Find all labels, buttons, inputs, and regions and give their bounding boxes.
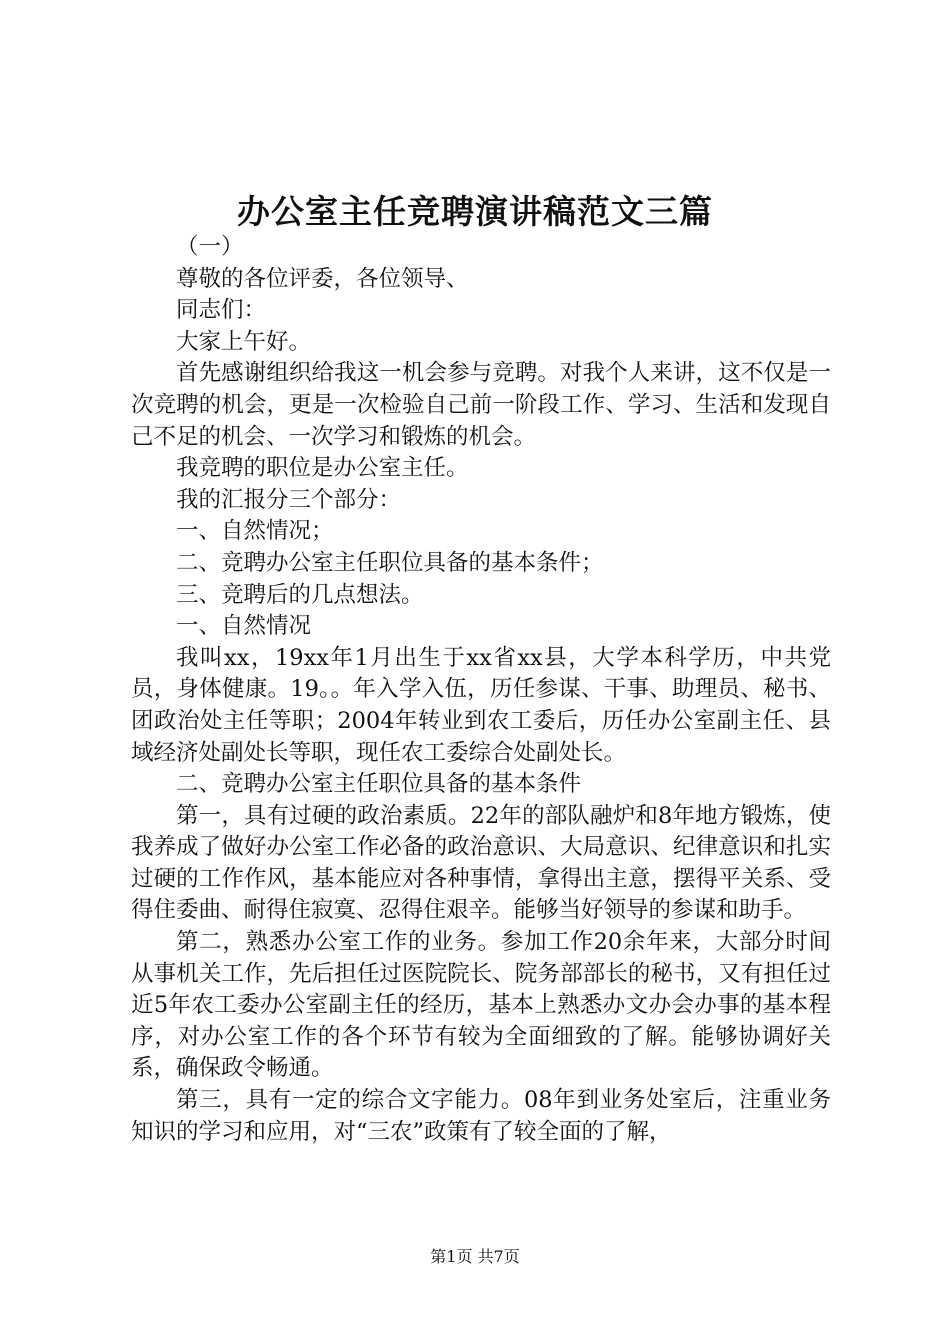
paragraph: 首先感谢组织给我这一机会参与竞聘。对我个人来讲，这不仅是一次竞聘的机会，更是一次检验自己前一阶段工作、学习、生活和发现自己不足的机会、一次学习和锻炼的机会。: [131, 360, 831, 450]
paragraph: 我竞聘的职位是办公室主任。: [176, 455, 469, 482]
paragraph: 第一，具有过硬的政治素质。22年的部队融炉和8年地方锻炼，使我养成了做好办公室工作必备的政治意识、大局意识、纪律意识和扎实过硬的工作作风，基本能应对各种事情，拿得出主意，摆得平关系、受得住委曲、耐得住寂寞、忍得住艰辛。能够当好领导的参谋和助手。: [131, 802, 831, 924]
paragraph: 大家上午好。: [176, 328, 312, 355]
page-number-footer: 第1页 共7页: [430, 1247, 520, 1266]
paragraph: 三、竞聘后的几点想法。: [176, 581, 424, 608]
document-body: [131, 232, 831, 1148]
paragraph: 二、竞聘办公室主任职位具备的基本条件: [176, 771, 582, 798]
paragraph: （一）: [176, 234, 244, 260]
paragraph: 一、自然情况: [176, 613, 312, 640]
paragraph: 我叫xx，19xx年1月出生于xx省xx县，大学本科学历，中共党员，身体健康。19。。年入学入伍，历任参谋、干事、助理员、秘书、团政治处主任等职；2004年转业到农工委后，历任办公室副主任、县域经济处副处长等职，现任农工委综合处副处长。: [131, 644, 831, 766]
paragraph: 我的汇报分三个部分：: [176, 486, 402, 513]
paragraph: 第三，具有一定的综合文字能力。08年到业务处室后，注重业务知识的学习和应用，对“三农”政策有了较全面的了解，: [131, 1087, 831, 1145]
paragraph: 同志们：: [176, 297, 267, 324]
document-title: 办公室主任竞聘演讲稿范文三篇: [237, 192, 713, 231]
paragraph: 尊敬的各位评委，各位领导、: [176, 265, 469, 292]
paragraph: 一、自然情况；: [176, 518, 334, 545]
paragraph: 二、竞聘办公室主任职位具备的基本条件；: [176, 549, 604, 576]
paragraph: 第二，熟悉办公室工作的业务。参加工作20余年来，大部分时间从事机关工作，先后担任过医院院长、院务部部长的秘书，又有担任过近5年农工委办公室副主任的经历，基本上熟悉办文办会办事的基本程序，对办公室工作的各个环节有较为全面细致的了解。能够协调好关系，确保政令畅通。: [131, 929, 831, 1082]
